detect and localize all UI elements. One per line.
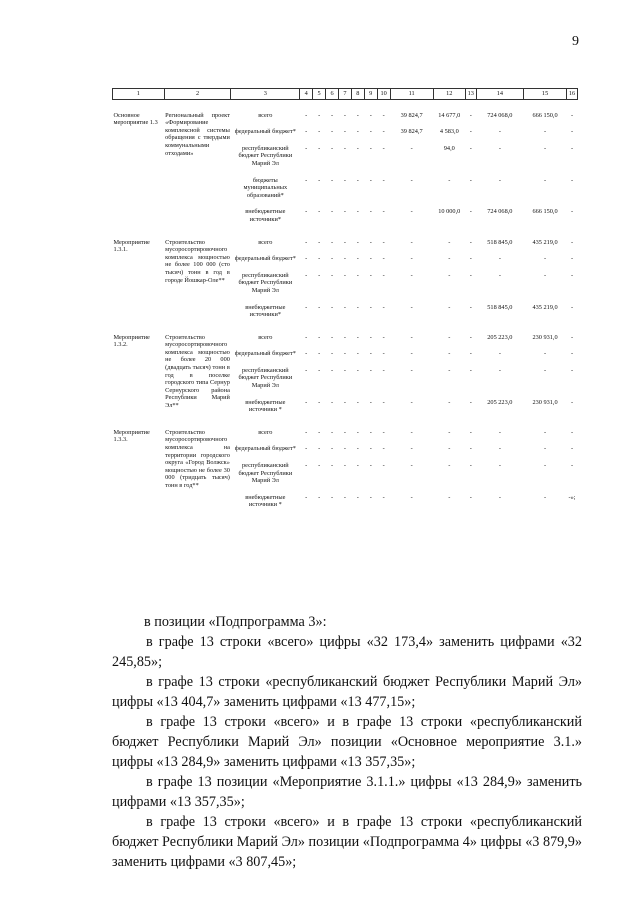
table-cell: - bbox=[305, 462, 308, 470]
table-cell: - bbox=[343, 428, 346, 436]
table-cell: - bbox=[469, 462, 472, 470]
table-cell: 724 068,0 bbox=[487, 111, 513, 119]
paragraph: в графе 13 строки «всего» и в графе 13 строки «республиканский бюджет Республики Марий Эл» позиции «Основное мероприятие 3.1.» цифры «13 284,9» заменить цифрами «13 357,35»; bbox=[112, 714, 582, 770]
table-cell: - bbox=[448, 238, 451, 246]
table-cell: - bbox=[469, 111, 472, 119]
table-cell: - bbox=[469, 255, 472, 263]
paragraph: в графе 13 строки «всего» и в графе 13 строки «республиканский бюджет Республики Марий Эл» позиции «Подпрограмма 4» цифры «3 879,9» заменить цифрами «3 807,45»; bbox=[112, 814, 582, 870]
table-cell: - bbox=[369, 333, 372, 341]
paragraph: в графе 13 позиции «Мероприятие 3.1.1.» цифры «13 284,9» заменить цифрами «13 357,35»; bbox=[112, 774, 582, 810]
column-header: 3 bbox=[231, 89, 300, 100]
table-cell: - bbox=[544, 128, 547, 136]
item-id: Мероприятие 1.3.2. bbox=[113, 333, 150, 349]
table-cell: - bbox=[343, 238, 346, 246]
table-cell: - bbox=[382, 238, 385, 246]
table-cell: - bbox=[570, 255, 574, 263]
table-cell: - bbox=[498, 350, 501, 358]
funding-source: всего bbox=[258, 428, 273, 436]
column-header: 6 bbox=[326, 89, 339, 100]
table-cell: - bbox=[369, 128, 372, 136]
paragraph: в позиции «Подпрограмма 3»: bbox=[144, 614, 327, 630]
table-cell: - bbox=[448, 303, 451, 311]
column-header: 10 bbox=[377, 89, 390, 100]
table-cell: - bbox=[318, 176, 321, 184]
table-cell: - bbox=[343, 350, 346, 358]
table-cell: - bbox=[544, 144, 547, 152]
table-cell: - bbox=[570, 271, 574, 279]
table-cell: 39 824,7 bbox=[400, 128, 423, 136]
column-header: 5 bbox=[313, 89, 326, 100]
funding-source: республиканский бюджет Республики Марий Эл bbox=[238, 271, 293, 294]
table-cell: - bbox=[570, 445, 574, 453]
table-cell: - bbox=[570, 366, 574, 374]
table-cell: - bbox=[369, 176, 372, 184]
table-cell: - bbox=[469, 366, 472, 374]
table-cell: 205 223,0 bbox=[487, 333, 513, 341]
column-header: 1 bbox=[113, 89, 165, 100]
table-cell: - bbox=[448, 428, 451, 436]
table-cell: - bbox=[356, 445, 359, 453]
funding-source: всего bbox=[258, 111, 273, 119]
column-header: 13 bbox=[465, 89, 476, 100]
table-cell: - bbox=[356, 398, 359, 406]
table-cell: - bbox=[369, 445, 372, 453]
table-cell: 10 000,0 bbox=[438, 208, 461, 216]
table-cell: - bbox=[544, 350, 547, 358]
table-cell: - bbox=[469, 398, 472, 406]
table-cell: - bbox=[469, 493, 472, 501]
table-cell: - bbox=[410, 493, 413, 501]
table-cell: - bbox=[570, 176, 574, 184]
table-cell: - bbox=[382, 428, 385, 436]
table-cell: - bbox=[330, 128, 334, 136]
table-cell: - bbox=[382, 398, 385, 406]
table-cell: - bbox=[318, 303, 321, 311]
item-name: Строительство мусоросортировочного комплекса мощностью не более 20 000 (двадцать тысяч) тонн в год в поселке городского типа Сернур Сернурского района Республики Марий Эл** bbox=[165, 333, 230, 410]
table-cell: - bbox=[343, 445, 346, 453]
table-cell: - bbox=[570, 428, 574, 436]
table-cell: - bbox=[448, 255, 451, 263]
column-header: 8 bbox=[351, 89, 364, 100]
table-cell: - bbox=[356, 333, 359, 341]
table-cell: - bbox=[369, 493, 372, 501]
table-cell: - bbox=[570, 111, 574, 119]
table-cell: - bbox=[318, 144, 321, 152]
table-cell: - bbox=[410, 350, 413, 358]
table-cell: - bbox=[410, 238, 413, 246]
table-cell: - bbox=[356, 350, 359, 358]
table-cell: - bbox=[318, 366, 321, 374]
table-cell: - bbox=[305, 493, 308, 501]
table-cell: - bbox=[318, 238, 321, 246]
table-cell: - bbox=[330, 208, 334, 216]
table-cell: - bbox=[356, 144, 359, 152]
table-cell: - bbox=[305, 303, 308, 311]
table-cell: - bbox=[469, 238, 472, 246]
table-cell: - bbox=[570, 350, 574, 358]
table-cell: - bbox=[498, 493, 501, 501]
table-cell: - bbox=[343, 303, 346, 311]
column-header: 16 bbox=[567, 89, 578, 100]
table-cell: - bbox=[570, 208, 574, 216]
table-cell: - bbox=[544, 255, 547, 263]
table-cell: - bbox=[356, 238, 359, 246]
funding-source: федеральный бюджет* bbox=[234, 128, 296, 136]
funding-source: внебюджетные источники* bbox=[245, 303, 286, 319]
funding-source: внебюджетные источники* bbox=[245, 208, 286, 223]
table-cell: - bbox=[382, 271, 385, 279]
table-cell: - bbox=[448, 176, 451, 184]
table-cell: 230 931,0 bbox=[532, 398, 558, 406]
item-name: Региональный проект «Формирование комплексной системы обращения с твердыми коммунальными отходами» bbox=[165, 111, 230, 157]
table-cell: - bbox=[343, 176, 346, 184]
table-cell: - bbox=[382, 462, 385, 470]
table-cell: - bbox=[544, 366, 547, 374]
table-cell: -»; bbox=[568, 493, 576, 501]
table-cell: - bbox=[369, 462, 372, 470]
funding-source: всего bbox=[258, 238, 273, 246]
table-cell: - bbox=[570, 398, 574, 406]
table-cell: - bbox=[544, 493, 547, 501]
table-cell: - bbox=[448, 333, 451, 341]
table-cell: - bbox=[469, 428, 472, 436]
table-cell: - bbox=[330, 493, 334, 501]
funding-source: внебюджетные источники * bbox=[245, 493, 286, 509]
table-cell: - bbox=[330, 333, 334, 341]
table-cell: - bbox=[356, 366, 359, 374]
table-cell: - bbox=[356, 111, 359, 119]
table-cell: - bbox=[330, 271, 334, 279]
table-row bbox=[113, 99, 578, 122]
table-cell: - bbox=[330, 303, 334, 311]
table-cell: - bbox=[343, 271, 346, 279]
budget-table bbox=[112, 88, 578, 512]
table-cell: 94,0 bbox=[443, 144, 455, 152]
table-cell: - bbox=[343, 111, 346, 119]
table-cell: - bbox=[356, 208, 359, 216]
table-cell: - bbox=[318, 111, 321, 119]
table-cell: 230 931,0 bbox=[532, 333, 558, 341]
item-id: Мероприятие 1.3.1. bbox=[113, 238, 150, 254]
table-cell: - bbox=[330, 428, 334, 436]
table-cell: - bbox=[330, 255, 334, 263]
table-cell: - bbox=[410, 428, 413, 436]
table-cell: - bbox=[469, 176, 472, 184]
table-cell: - bbox=[305, 176, 308, 184]
table-cell: - bbox=[369, 398, 372, 406]
item-id: Основное мероприятие 1.3 bbox=[113, 111, 158, 127]
table-cell: - bbox=[330, 398, 334, 406]
table-cell: - bbox=[382, 350, 385, 358]
table-cell: 666 150,0 bbox=[532, 111, 558, 119]
table-cell: - bbox=[318, 493, 321, 501]
table-cell: - bbox=[382, 333, 385, 341]
table-cell: - bbox=[318, 398, 321, 406]
table-cell: - bbox=[382, 111, 385, 119]
table-cell: - bbox=[369, 238, 372, 246]
table-cell: - bbox=[356, 255, 359, 263]
table-cell: - bbox=[544, 271, 547, 279]
amendment-text bbox=[112, 612, 582, 872]
funding-source: всего bbox=[258, 333, 273, 341]
table-cell: - bbox=[356, 128, 359, 136]
table-cell: - bbox=[498, 271, 501, 279]
table-cell: - bbox=[469, 144, 472, 152]
table-cell: - bbox=[498, 255, 501, 263]
table-cell: - bbox=[305, 333, 308, 341]
table-cell: - bbox=[330, 176, 334, 184]
table-cell: - bbox=[330, 366, 334, 374]
table-cell: - bbox=[330, 350, 334, 358]
table-cell: 4 583,0 bbox=[439, 128, 459, 136]
table-cell: - bbox=[343, 128, 346, 136]
paragraph: в графе 13 строки «всего» цифры «32 173,4» заменить цифрами «32 245,85»; bbox=[112, 634, 582, 670]
table-cell: 724 068,0 bbox=[487, 208, 513, 216]
table-cell: - bbox=[330, 144, 334, 152]
table-cell: - bbox=[318, 445, 321, 453]
table-cell: - bbox=[469, 350, 472, 358]
table-cell: 39 824,7 bbox=[400, 111, 423, 119]
table-cell: - bbox=[410, 255, 413, 263]
table-cell: - bbox=[382, 176, 385, 184]
table-cell: - bbox=[369, 111, 372, 119]
table-header-row bbox=[113, 89, 578, 100]
item-name: Строительство мусоросортировочного комплекса мощностью не более 100 000 (сто тысяч) тонн в год в городе Йошкар-Оле** bbox=[165, 238, 230, 284]
column-header: 7 bbox=[338, 89, 351, 100]
table-cell: - bbox=[318, 208, 321, 216]
table-cell: - bbox=[369, 350, 372, 358]
table-cell: - bbox=[318, 350, 321, 358]
table-cell: - bbox=[469, 303, 472, 311]
table-cell: - bbox=[369, 428, 372, 436]
funding-source: федеральный бюджет* bbox=[234, 350, 296, 358]
table-cell: 518 845,0 bbox=[487, 238, 513, 246]
table-cell: - bbox=[382, 303, 385, 311]
table-cell: - bbox=[498, 462, 501, 470]
table-cell: - bbox=[318, 271, 321, 279]
table-cell: 435 219,0 bbox=[532, 303, 558, 311]
table-cell: - bbox=[343, 333, 346, 341]
table-cell: - bbox=[570, 128, 574, 136]
table-cell: - bbox=[382, 255, 385, 263]
table-cell: - bbox=[469, 271, 472, 279]
column-header: 11 bbox=[390, 89, 433, 100]
table-cell: - bbox=[544, 176, 547, 184]
funding-source: республиканский бюджет Республики Марий Эл bbox=[238, 462, 293, 485]
table-cell: - bbox=[544, 445, 547, 453]
table-cell: - bbox=[498, 428, 501, 436]
funding-source: республиканский бюджет Республики Марий Эл bbox=[238, 144, 293, 167]
table-cell: 666 150,0 bbox=[532, 208, 558, 216]
table-cell: - bbox=[343, 398, 346, 406]
table-cell: - bbox=[498, 366, 501, 374]
table-cell: - bbox=[356, 303, 359, 311]
table-cell: - bbox=[369, 271, 372, 279]
table-cell: - bbox=[330, 445, 334, 453]
table-cell: - bbox=[318, 462, 321, 470]
table-cell: - bbox=[305, 366, 308, 374]
table-cell: - bbox=[382, 445, 385, 453]
table-cell: - bbox=[498, 144, 501, 152]
funding-source: федеральный бюджет* bbox=[234, 445, 296, 453]
column-header: 12 bbox=[433, 89, 465, 100]
table-cell: - bbox=[382, 128, 385, 136]
table-cell: 518 845,0 bbox=[487, 303, 513, 311]
table-cell: - bbox=[498, 176, 501, 184]
table-cell: - bbox=[356, 462, 359, 470]
table-cell: - bbox=[410, 398, 413, 406]
table-cell: 205 223,0 bbox=[487, 398, 513, 406]
table-cell: - bbox=[570, 303, 574, 311]
table-cell: - bbox=[410, 366, 413, 374]
table-cell: - bbox=[318, 428, 321, 436]
table-cell: - bbox=[382, 208, 385, 216]
table-cell: - bbox=[382, 493, 385, 501]
table-cell: - bbox=[570, 333, 574, 341]
column-header: 4 bbox=[300, 89, 313, 100]
table-cell: - bbox=[448, 445, 451, 453]
table-cell: - bbox=[498, 128, 501, 136]
table-cell: - bbox=[448, 462, 451, 470]
table-cell: - bbox=[305, 350, 308, 358]
table-cell: - bbox=[410, 208, 413, 216]
table-cell: - bbox=[305, 208, 308, 216]
table-row bbox=[113, 227, 578, 250]
table-cell: - bbox=[305, 111, 308, 119]
table-cell: - bbox=[369, 144, 372, 152]
table-cell: - bbox=[343, 462, 346, 470]
column-header: 9 bbox=[364, 89, 377, 100]
table-cell: - bbox=[305, 398, 308, 406]
table-cell: - bbox=[305, 428, 308, 436]
table-cell: - bbox=[330, 462, 334, 470]
table-cell: 14 677,0 bbox=[438, 111, 461, 119]
table-cell: - bbox=[343, 255, 346, 263]
table-cell: - bbox=[469, 128, 472, 136]
table-cell: - bbox=[570, 238, 574, 246]
table-cell: - bbox=[498, 445, 501, 453]
table-cell: - bbox=[343, 208, 346, 216]
table-cell: - bbox=[469, 445, 472, 453]
column-header: 2 bbox=[164, 89, 231, 100]
item-name: Строительство мусоросортировочного комплекса на территории городского округа «Город Волжск» мощностью не более 30 000 (тридцать тысяч) тонн в год** bbox=[165, 428, 230, 489]
table-cell: - bbox=[305, 144, 308, 152]
table-cell: - bbox=[369, 303, 372, 311]
table-cell: - bbox=[343, 493, 346, 501]
table-cell: - bbox=[382, 144, 385, 152]
table-cell: - bbox=[356, 428, 359, 436]
funding-source: республиканский бюджет Республики Марий Эл bbox=[238, 366, 293, 390]
table-cell: - bbox=[369, 255, 372, 263]
table-cell: - bbox=[382, 366, 385, 374]
table-row bbox=[113, 322, 578, 345]
table-cell: - bbox=[448, 366, 451, 374]
table-cell: - bbox=[318, 333, 321, 341]
funding-source: бюджеты муниципальных образований* bbox=[243, 176, 288, 199]
table-cell: - bbox=[305, 445, 308, 453]
table-cell: - bbox=[448, 271, 451, 279]
funding-source: внебюджетные источники * bbox=[245, 398, 286, 414]
page-number: 9 bbox=[572, 34, 579, 49]
column-header: 14 bbox=[476, 89, 523, 100]
paragraph: в графе 13 строки «республиканский бюджет Республики Марий Эл» цифры «13 404,7» заменить цифрами «13 477,15»; bbox=[112, 674, 582, 710]
table-cell: - bbox=[410, 462, 413, 470]
table-cell: - bbox=[343, 144, 346, 152]
table-cell: - bbox=[356, 176, 359, 184]
table-cell: - bbox=[343, 366, 346, 374]
table-row bbox=[113, 417, 578, 440]
table-cell: - bbox=[356, 271, 359, 279]
table-cell: - bbox=[544, 462, 547, 470]
table-cell: - bbox=[330, 111, 334, 119]
table-cell: - bbox=[318, 255, 321, 263]
table-cell: - bbox=[448, 398, 451, 406]
table-cell: - bbox=[410, 445, 413, 453]
table-cell: - bbox=[410, 271, 413, 279]
table-cell: - bbox=[544, 428, 547, 436]
table-cell: - bbox=[305, 238, 308, 246]
table-cell: - bbox=[469, 208, 472, 216]
table-cell: - bbox=[330, 238, 334, 246]
column-header: 15 bbox=[524, 89, 567, 100]
table-cell: - bbox=[369, 366, 372, 374]
table-cell: - bbox=[356, 493, 359, 501]
funding-source: федеральный бюджет* bbox=[234, 255, 296, 263]
table-cell: - bbox=[570, 144, 574, 152]
table-cell: - bbox=[410, 333, 413, 341]
table-cell: - bbox=[369, 208, 372, 216]
table-cell: - bbox=[570, 462, 574, 470]
item-id: Мероприятие 1.3.3. bbox=[113, 428, 150, 444]
table-cell: - bbox=[448, 493, 451, 501]
table-cell: - bbox=[410, 303, 413, 311]
table-cell: 435 219,0 bbox=[532, 238, 558, 246]
table-cell: - bbox=[410, 144, 413, 152]
table-cell: - bbox=[305, 255, 308, 263]
table-cell: - bbox=[305, 128, 308, 136]
table-cell: - bbox=[410, 176, 413, 184]
table-cell: - bbox=[448, 350, 451, 358]
table-cell: - bbox=[318, 128, 321, 136]
table-cell: - bbox=[305, 271, 308, 279]
table-cell: - bbox=[469, 333, 472, 341]
